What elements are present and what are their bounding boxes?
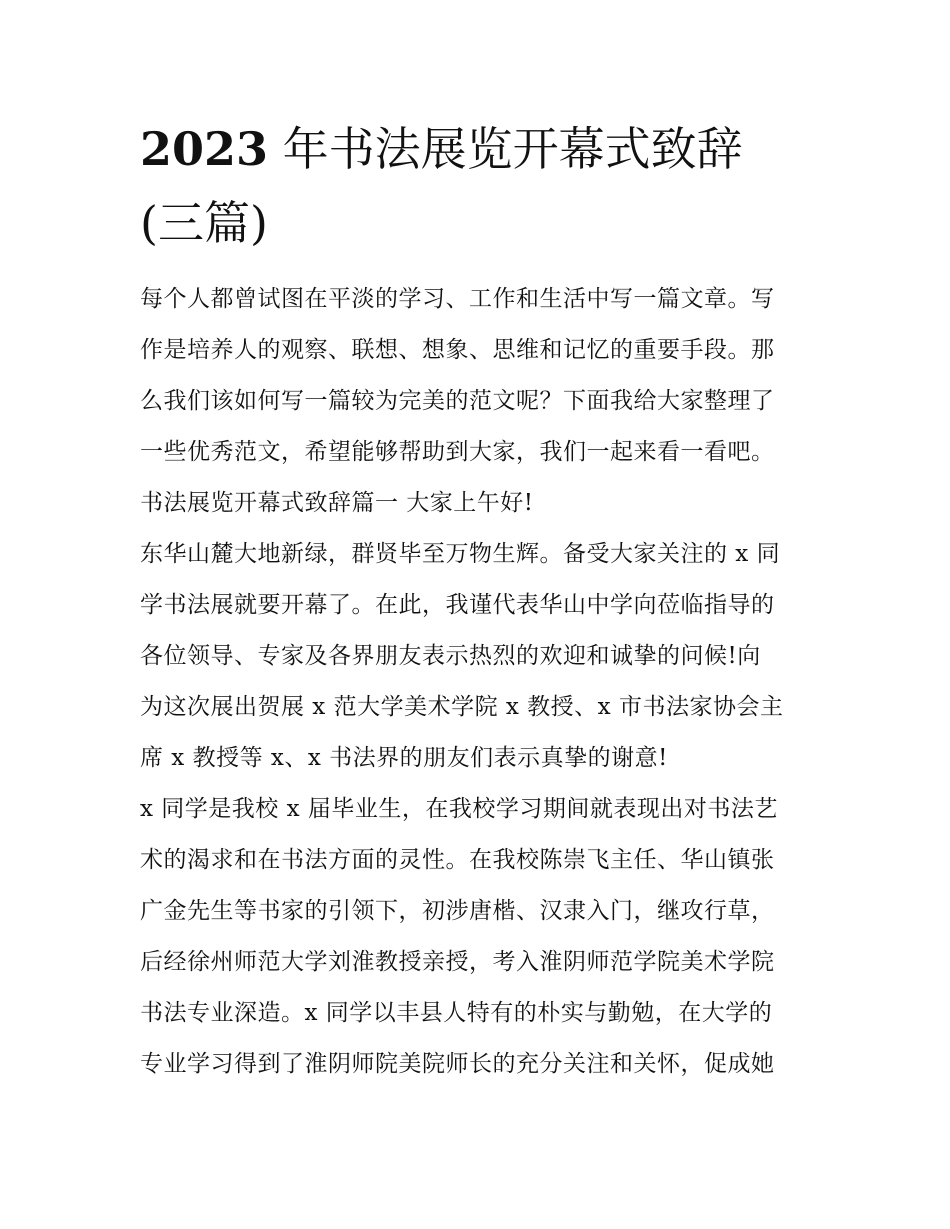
- body-line: 席 x 教授等 x、x 书法界的朋友们表示真挚的谢意!: [140, 745, 668, 771]
- body-line: 么我们该如何写一篇较为完美的范文呢？下面我给大家整理了: [140, 388, 775, 414]
- title-main: 年书法展览开幕式致辞: [282, 122, 743, 176]
- body-line: 作是培养人的观察、联想、想象、思维和记忆的重要手段。那: [140, 337, 775, 363]
- body-line: 每个人都曾试图在平淡的学习、工作和生活中写一篇文章。写: [140, 286, 775, 312]
- body-line: 后经徐州师范大学刘淮教授亲授，考入淮阴师范学院美术学院: [140, 949, 775, 975]
- document-body: [140, 274, 820, 1090]
- title-year: 2023: [140, 122, 269, 176]
- body-line: 一些优秀范文，希望能够帮助到大家，我们一起来看一看吧。: [140, 439, 775, 465]
- body-line: 广金先生等书家的引领下，初涉唐楷、汉隶入门，继攻行草，: [140, 898, 775, 924]
- body-line: 书法专业深造。x 同学以丰县人特有的朴实与勤勉，在大学的: [140, 1000, 773, 1026]
- section-heading: 书法展览开幕式致辞篇一 大家上午好!: [140, 490, 534, 516]
- title-line-1: [140, 112, 820, 186]
- document-page: [140, 112, 820, 1090]
- body-line: 学书法展就要开幕了。在此，我谨代表华山中学向莅临指导的: [140, 592, 775, 618]
- document-title: [140, 112, 820, 260]
- body-line: 东华山麓大地新绿，群贤毕至万物生辉。备受大家关注的 x 同: [140, 541, 781, 567]
- body-line: 术的渴求和在书法方面的灵性。在我校陈崇飞主任、华山镇张: [140, 847, 775, 873]
- body-line: 专业学习得到了淮阴师院美院师长的充分关注和关怀，促成她: [140, 1051, 775, 1077]
- body-line: 为这次展出贺展 x 范大学美术学院 x 教授、x 市书法家协会主: [140, 694, 784, 720]
- title-line-2: (三篇): [140, 196, 268, 250]
- body-line: 各位领导、专家及各界朋友表示热烈的欢迎和诚挚的问候!向: [140, 643, 761, 669]
- body-line: x 同学是我校 x 届毕业生，在我校学习期间就表现出对书法艺: [140, 796, 778, 822]
